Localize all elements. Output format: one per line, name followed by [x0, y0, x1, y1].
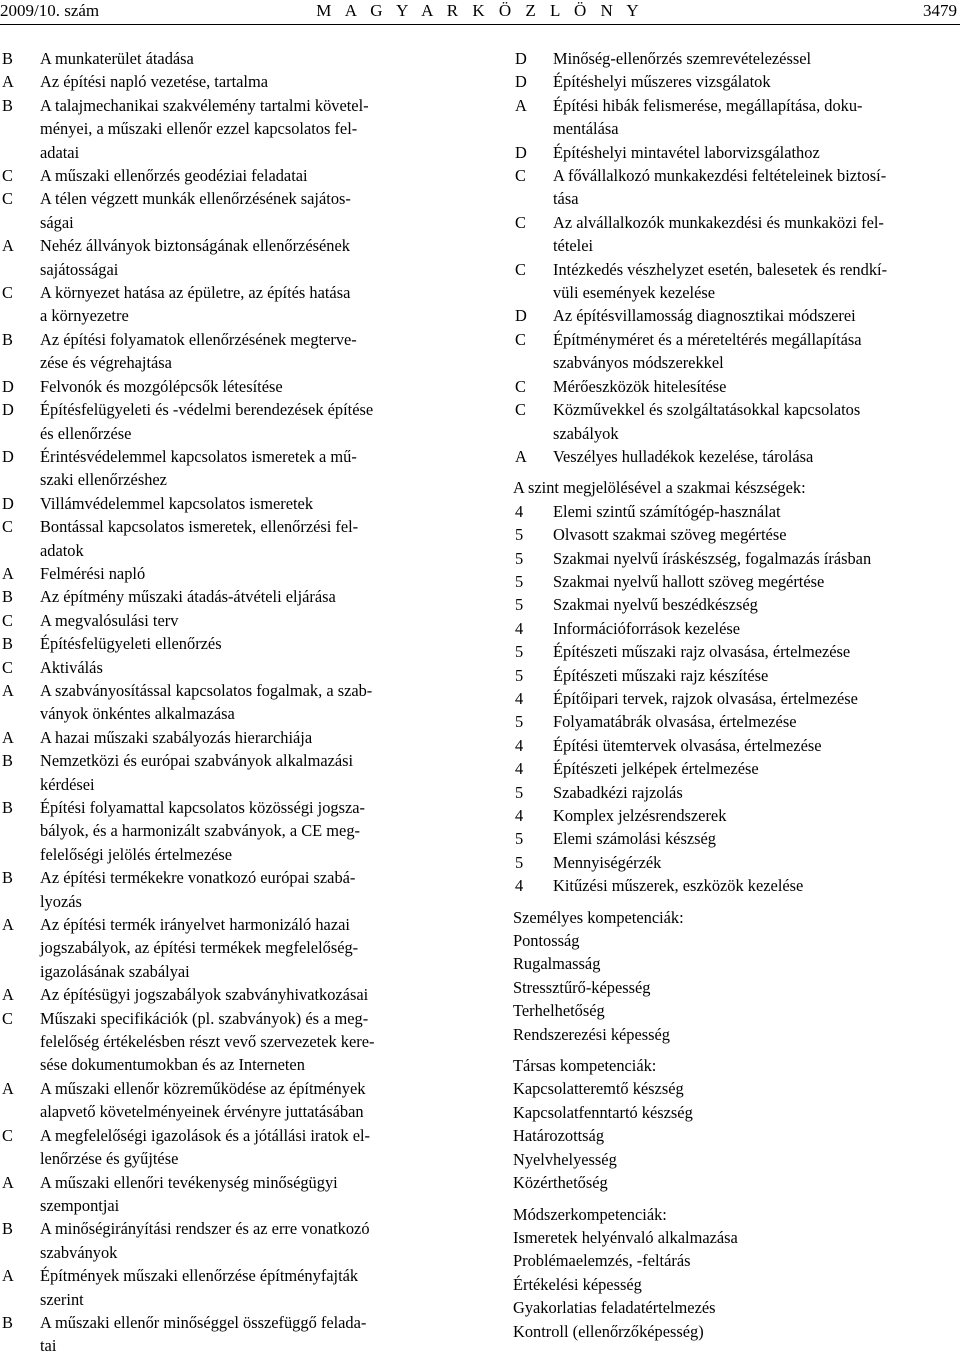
item-text: [40, 562, 460, 585]
competency-item: Rendszerezési képesség: [513, 1024, 671, 1044]
competency-item: Nyelvhelyesség: [513, 1149, 617, 1169]
item-text: [40, 1171, 460, 1218]
list-item: [0, 187, 460, 234]
level-code: A: [2, 236, 14, 256]
list-item: [513, 523, 960, 546]
item-text: [553, 398, 960, 445]
item-text: [40, 398, 460, 445]
item-line: ványok önkéntes alkalmazása: [40, 704, 235, 724]
competency-item: Ismeretek helyénvaló alkalmazása: [513, 1227, 738, 1247]
item-line: A talajmechanikai szakvélemény tartalmi követel-: [40, 95, 369, 115]
level-code: 5: [515, 665, 524, 685]
item-line: mentálása: [553, 119, 619, 139]
item-line: adatok: [40, 540, 84, 560]
level-code: 4: [515, 876, 524, 896]
list-item: [513, 593, 960, 616]
level-code: C: [515, 376, 526, 396]
item-line: Bontással kapcsolatos ismeretek, ellenőrzési fel-: [40, 517, 359, 537]
level-code: 5: [515, 595, 524, 615]
competency-item: Közérthetőség: [513, 1173, 608, 1193]
list-item: [0, 1077, 460, 1124]
item-line: Az alvállalkozók munkakezdési és munkaközi fel-: [553, 212, 884, 232]
item-line: felelőség értékelésben részt vevő szervezetek kere-: [40, 1032, 375, 1052]
item-line: A megfelelőségi igazolások és a jótállási iratok el-: [40, 1125, 370, 1145]
level-code: A: [515, 446, 527, 466]
item-line: Nemzetközi és európai szabványok alkalmazási: [40, 751, 354, 771]
item-line: sése dokumentumokban és az Interneten: [40, 1055, 305, 1075]
item-line: szempontjai: [40, 1195, 120, 1215]
item-text: Mennyiségérzék: [553, 852, 662, 872]
item-line: Mérőeszközök hitelesítése: [553, 376, 727, 396]
item-line: igazolásának szabályai: [40, 961, 190, 981]
item-text: [40, 375, 460, 398]
item-text: [40, 47, 460, 70]
item-text: Szakmai nyelvű íráskészség, fogalmazás írásban: [553, 548, 872, 568]
competency-item: Értékelési képesség: [513, 1274, 642, 1294]
item-line: A műszaki ellenőr minőséggel összefüggő felada-: [40, 1312, 367, 1332]
level-code: 4: [515, 759, 524, 779]
item-text: Szakmai nyelvű beszédkészség: [553, 595, 758, 615]
list-item: [0, 562, 460, 585]
list-item: [513, 304, 960, 327]
item-text: [40, 1007, 460, 1077]
level-code: D: [515, 142, 527, 162]
item-line: Veszélyes hulladékok kezelése, tárolása: [553, 446, 814, 466]
list-item: [513, 874, 960, 897]
item-line: Villámvédelemmel kapcsolatos ismeretek: [40, 493, 314, 513]
item-line: Aktiválás: [40, 657, 103, 677]
item-text: [40, 1124, 460, 1171]
item-text: [40, 445, 460, 492]
list-item: [0, 796, 460, 866]
level-code: D: [515, 49, 527, 68]
item-text: [40, 726, 460, 749]
level-code: B: [2, 798, 13, 817]
item-text: [553, 328, 960, 375]
item-text: [40, 913, 460, 983]
item-text: Információforrások kezelése: [553, 618, 741, 638]
level-code: 5: [515, 829, 524, 849]
item-line: Az építésvillamosság diagnosztikai módszerei: [553, 306, 856, 326]
list-item: [513, 757, 960, 780]
list-item: [513, 547, 960, 570]
item-text: [40, 679, 460, 726]
item-line: A környezet hatása az épületre, az építés hatása: [40, 283, 351, 303]
method-competencies: [513, 1203, 960, 1343]
level-code: C: [2, 1125, 13, 1145]
list-item: [513, 827, 960, 850]
list-item: [0, 70, 460, 93]
item-line: Építmények műszaki ellenőrzése építményfajták: [40, 1266, 359, 1286]
item-line: kérdései: [40, 774, 95, 794]
level-code: C: [515, 329, 526, 349]
item-text: [553, 445, 960, 468]
item-text: [40, 796, 460, 866]
level-code: 4: [515, 501, 524, 521]
item-text: Komplex jelzésrendszerek: [553, 806, 727, 825]
item-text: [553, 304, 960, 327]
list-item: [0, 328, 460, 375]
item-text: [40, 94, 460, 164]
list-item: [0, 281, 460, 328]
level-code: A: [2, 727, 14, 747]
competency-item: Problémaelemzés, -feltárás: [513, 1251, 691, 1271]
list-item: [0, 1171, 460, 1218]
list-item: [0, 94, 460, 164]
list-item: [0, 1264, 460, 1311]
skills-list: [513, 500, 960, 898]
item-line: szabványos módszerekkel: [553, 353, 724, 373]
level-code: 5: [515, 782, 524, 802]
item-line: Intézkedés vészhelyzet esetén, balesetek és rendkí-: [553, 259, 888, 279]
item-text: [40, 1217, 460, 1264]
item-text: [553, 375, 960, 398]
item-text: Szakmai nyelvű hallott szöveg megértése: [553, 571, 825, 591]
level-code: A: [2, 985, 14, 1005]
item-text: [40, 164, 460, 187]
item-line: A műszaki ellenőrzés geodéziai feladatai: [40, 166, 308, 186]
level-code: C: [515, 166, 526, 186]
item-line: szabályok: [553, 423, 619, 443]
item-line: A műszaki ellenőr közreműködése az építmények: [40, 1078, 366, 1098]
list-item: [0, 679, 460, 726]
list-item: [513, 664, 960, 687]
level-code: 5: [515, 525, 524, 545]
item-text: [40, 328, 460, 375]
right-task-list: [513, 47, 960, 468]
item-text: [40, 1264, 460, 1311]
item-text: Építési ütemtervek olvasása, értelmezése: [553, 735, 822, 755]
item-line: szaki ellenőrzéshez: [40, 470, 167, 490]
item-line: Az építési folyamatok ellenőrzésének megterve-: [40, 329, 357, 349]
list-item: [513, 851, 960, 874]
level-code: D: [2, 493, 14, 513]
item-text: [40, 187, 460, 234]
item-text: Építészeti műszaki rajz készítése: [553, 665, 769, 685]
item-line: a környezetre: [40, 306, 129, 326]
list-item: [0, 632, 460, 655]
item-text: [40, 281, 460, 328]
item-line: Az építésügyi jogszabályok szabványhivatkozásai: [40, 985, 369, 1005]
list-item: [0, 492, 460, 515]
item-text: Olvasott szakmai szöveg megértése: [553, 525, 787, 545]
item-text: [40, 234, 460, 281]
page-number: 3479: [923, 1, 957, 20]
level-code: B: [2, 868, 13, 888]
competency-item: Kapcsolatfenntartó készség: [513, 1102, 693, 1122]
level-code: A: [2, 1172, 14, 1192]
item-line: lyozás: [40, 891, 82, 911]
list-item: [513, 804, 960, 827]
level-code: B: [2, 587, 13, 607]
list-item: [513, 70, 960, 93]
item-text: [40, 1077, 460, 1124]
level-code: 4: [515, 735, 524, 755]
item-line: zése és végrehajtása: [40, 353, 172, 373]
item-line: bályok, és a harmonizált szabványok, a CE meg-: [40, 821, 360, 841]
list-item: [0, 1217, 460, 1264]
item-line: szerint: [40, 1289, 84, 1309]
list-item: [0, 749, 460, 796]
list-item: [0, 515, 460, 562]
list-item: [0, 913, 460, 983]
item-text: Folyamatábrák olvasása, értelmezése: [553, 712, 797, 732]
item-text: [553, 211, 960, 258]
list-item: [0, 983, 460, 1006]
level-code: C: [515, 400, 526, 420]
item-line: lenőrzése és gyűjtése: [40, 1149, 179, 1169]
item-text: [40, 70, 460, 93]
competency-item: Gyakorlatias feladatértelmezés: [513, 1298, 716, 1318]
item-text: Építészeti jelképek értelmezése: [553, 759, 759, 779]
item-text: [553, 70, 960, 93]
level-code: B: [2, 1219, 13, 1239]
competency-item: Határozottság: [513, 1126, 605, 1146]
competency-heading: Módszerkompetenciák:: [513, 1204, 667, 1224]
level-code: C: [2, 657, 13, 677]
list-item: [513, 710, 960, 733]
list-item: [0, 1124, 460, 1171]
level-code: 5: [515, 852, 524, 872]
level-code: B: [2, 329, 13, 349]
level-code: A: [2, 1078, 14, 1098]
item-line: felelőségi jelölés értelmezése: [40, 844, 233, 864]
item-line: tása: [553, 189, 579, 209]
competency-item: Rugalmasság: [513, 954, 601, 974]
item-text: [553, 47, 960, 70]
list-item: [0, 398, 460, 445]
item-line: Építésfelügyeleti ellenőrzés: [40, 634, 222, 654]
item-line: jogszabályok, az építési termékek megfelelőség-: [40, 938, 359, 958]
list-item: [513, 617, 960, 640]
competency-item: Kapcsolatteremtő készség: [513, 1079, 684, 1099]
item-line: Érintésvédelemmel kapcsolatos ismeretek a mű-: [40, 446, 357, 466]
level-code: 5: [515, 712, 524, 732]
skills-heading: A szint megjelölésével a szakmai készségek:: [513, 478, 806, 498]
level-code: A: [2, 1266, 14, 1286]
competency-heading: Személyes kompetenciák:: [513, 907, 684, 927]
list-item: [0, 585, 460, 608]
competency-item: Pontosság: [513, 931, 580, 951]
list-item: [513, 640, 960, 663]
right-column: [513, 47, 960, 1343]
item-line: Építményméret és a méreteltérés megállapítása: [553, 329, 862, 349]
competency-item: Stressztűrő-képesség: [513, 977, 651, 997]
item-line: sajátosságai: [40, 259, 119, 279]
level-code: C: [2, 517, 13, 537]
list-item: [513, 375, 960, 398]
level-code: C: [2, 166, 13, 186]
item-line: Műszaki specifikációk (pl. szabványok) és a meg-: [40, 1008, 369, 1028]
item-text: Elemi számolási készség: [553, 829, 716, 849]
list-item: [513, 211, 960, 258]
item-line: Az építési termékekre vonatkozó európai szabá-: [40, 868, 356, 888]
item-text: [40, 656, 460, 679]
level-code: D: [2, 376, 14, 396]
list-item: [0, 164, 460, 187]
competency-item: Terhelhetőség: [513, 1001, 605, 1021]
list-item: [513, 47, 960, 70]
item-line: adatai: [40, 142, 80, 162]
item-line: A megvalósulási terv: [40, 610, 179, 630]
list-item: [513, 164, 960, 211]
level-code: C: [515, 259, 526, 279]
level-code: D: [515, 72, 527, 92]
item-line: A fővállalkozó munkakezdési feltételeinek biztosí-: [553, 166, 887, 186]
item-line: Minőség-ellenőrzés szemrevételezéssel: [553, 49, 812, 68]
item-text: [40, 866, 460, 913]
page-header: [0, 0, 960, 24]
header-rule: [0, 24, 960, 25]
level-code: A: [2, 680, 14, 700]
level-code: D: [515, 306, 527, 326]
list-item: [513, 734, 960, 757]
level-code: 4: [515, 806, 524, 825]
level-code: B: [2, 1312, 13, 1332]
item-line: ményei, a műszaki ellenőr ezzel kapcsolatos fel-: [40, 119, 358, 139]
level-code: 4: [515, 618, 524, 638]
item-line: szabványok: [40, 1242, 118, 1262]
level-code: 5: [515, 548, 524, 568]
list-item: [513, 445, 960, 468]
item-text: [553, 258, 960, 305]
item-line: A minőségirányítási rendszer és az erre vonatkozó: [40, 1219, 370, 1239]
personal-competencies: [513, 906, 960, 1046]
social-competencies: [513, 1054, 960, 1194]
item-line: és ellenőrzése: [40, 423, 132, 443]
level-code: A: [515, 95, 527, 115]
list-item: [513, 398, 960, 445]
list-item: [513, 781, 960, 804]
item-line: A szabványosítással kapcsolatos fogalmak, a szab-: [40, 680, 373, 700]
item-line: Közművekkel és szolgáltatásokkal kapcsolatos: [553, 400, 861, 420]
level-code: B: [2, 751, 13, 771]
item-text: [40, 585, 460, 608]
list-item: [0, 609, 460, 632]
competency-item: Kontroll (ellenőrzőképesség): [513, 1321, 704, 1341]
level-code: A: [2, 72, 14, 92]
item-text: [40, 632, 460, 655]
item-line: Építéshelyi mintavétel laborvizsgálathoz: [553, 142, 820, 162]
level-code: B: [2, 95, 13, 115]
item-line: tai: [40, 1336, 57, 1356]
level-code: 4: [515, 688, 524, 708]
item-line: tételei: [553, 236, 594, 256]
level-code: C: [2, 283, 13, 303]
list-item: [513, 500, 960, 523]
item-text: [553, 94, 960, 141]
item-text: Kitűzési műszerek, eszközök kezelése: [553, 876, 804, 896]
level-code: 5: [515, 571, 524, 591]
level-code: A: [2, 915, 14, 935]
journal-title: M A G Y A R K Ö Z L Ö N Y: [316, 1, 644, 20]
list-item: [513, 570, 960, 593]
level-code: A: [2, 563, 14, 583]
item-line: Építéshelyi műszeres vizsgálatok: [553, 72, 771, 92]
list-item: [513, 141, 960, 164]
list-item: [0, 866, 460, 913]
list-item: [0, 726, 460, 749]
item-line: Nehéz állványok biztonságának ellenőrzésének: [40, 236, 350, 256]
list-item: [0, 234, 460, 281]
level-code: B: [2, 634, 13, 654]
level-code: 5: [515, 642, 524, 662]
list-item: [0, 656, 460, 679]
list-item: [0, 445, 460, 492]
item-line: Az építmény műszaki átadás-átvételi eljárása: [40, 587, 336, 607]
list-item: [0, 375, 460, 398]
item-text: [40, 749, 460, 796]
item-text: Szabadkézi rajzolás: [553, 782, 683, 802]
item-line: alapvető követelményeinek érvényre juttatásában: [40, 1102, 364, 1122]
item-line: Építésfelügyeleti és -védelmi berendezések építése: [40, 400, 374, 420]
level-code: B: [2, 49, 13, 68]
level-code: C: [515, 212, 526, 232]
item-text: [40, 1311, 460, 1358]
item-line: A műszaki ellenőri tevékenység minőségügyi: [40, 1172, 338, 1192]
item-line: vüli események kezelése: [553, 283, 716, 303]
item-line: Felmérési napló: [40, 563, 146, 583]
list-item: [0, 47, 460, 70]
item-line: Az építési termék irányelvet harmonizáló hazai: [40, 915, 350, 935]
issue-number: 2009/10. szám: [0, 1, 100, 20]
item-line: Építési folyamattal kapcsolatos közösségi jogsza-: [40, 798, 365, 817]
competency-heading: Társas kompetenciák:: [513, 1056, 657, 1076]
list-item: [513, 328, 960, 375]
left-column: [0, 47, 460, 1358]
list-item: [513, 94, 960, 141]
item-text: [40, 609, 460, 632]
item-text: Építőipari tervek, rajzok olvasása, értelmezése: [553, 688, 858, 708]
item-text: [40, 492, 460, 515]
item-text: [553, 141, 960, 164]
item-line: Az építési napló vezetése, tartalma: [40, 72, 268, 92]
level-code: C: [2, 1008, 13, 1028]
item-text: [553, 164, 960, 211]
list-item: [513, 687, 960, 710]
item-text: Elemi szintű számítógép-használat: [553, 501, 781, 521]
item-line: A munkaterület átadása: [40, 49, 194, 68]
item-line: Építési hibák felismerése, megállapítása, doku-: [553, 95, 863, 115]
level-code: C: [2, 189, 13, 209]
list-item: [0, 1007, 460, 1077]
item-line: ságai: [40, 212, 74, 232]
item-text: Építészeti műszaki rajz olvasása, értelmezése: [553, 642, 851, 662]
level-code: C: [2, 610, 13, 630]
level-code: D: [2, 400, 14, 420]
item-text: [40, 983, 460, 1006]
item-line: A télen végzett munkák ellenőrzésének sajátos-: [40, 189, 351, 209]
item-line: A hazai műszaki szabályozás hierarchiája: [40, 727, 313, 747]
item-line: Felvonók és mozgólépcsők létesítése: [40, 376, 283, 396]
item-text: [40, 515, 460, 562]
level-code: D: [2, 446, 14, 466]
list-item: [513, 258, 960, 305]
list-item: [0, 1311, 460, 1358]
